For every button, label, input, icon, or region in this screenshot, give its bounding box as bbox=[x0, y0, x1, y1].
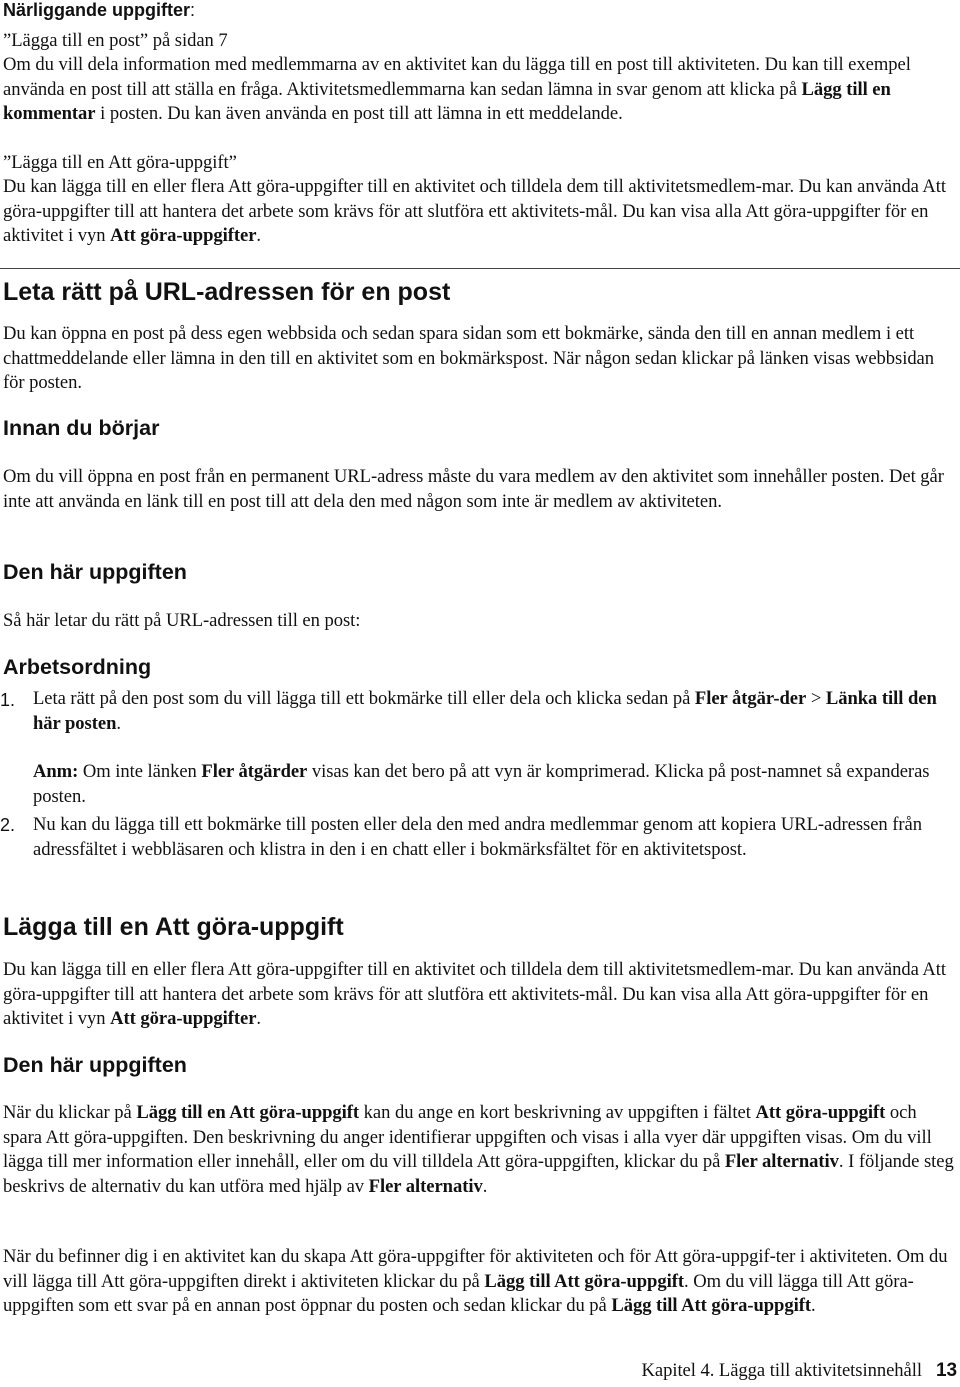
section-divider bbox=[0, 268, 960, 269]
related-tasks-heading: Närliggande uppgifter: bbox=[3, 0, 196, 20]
add-todo-task-para-2: När du befinner dig i en aktivitet kan du skapa Att göra-uppgifter för aktiviteten och för Att göra-uppgif-ter i aktiviteten. Om du vill lägga till Att göra-uppgiften direkt i aktiviteten klickar du på Lägg till Att göra-uppgift. Om du vill lägga till Att göra-uppgiften som ett svar på en annan post öppnar du posten och sedan klickar du på Lägg till Att göra-uppgift. bbox=[3, 1246, 948, 1316]
related-link-todo[interactable]: ”Lägga till en Att göra-uppgift” bbox=[3, 152, 237, 173]
section-title-add-todo: Lägga till en Att göra-uppgift bbox=[3, 913, 344, 941]
before-you-begin-text: Om du vill öppna en post från en permanent URL-adress måste du vara medlem av den aktivitet som innehåller posten. Det går inte att använda en länk till en post till att dela den med någon som inte är medlem av aktiviteten. bbox=[3, 466, 944, 512]
step-number: 2. bbox=[0, 815, 16, 835]
chapter-title: Kapitel 4. Lägga till aktivitetsinnehåll bbox=[641, 1360, 922, 1381]
before-you-begin-heading: Innan du börjar bbox=[3, 416, 160, 440]
section-title-find-url: Leta rätt på URL-adressen för en post bbox=[3, 278, 451, 306]
step-1-note: Anm: Om inte länken Fler åtgärder visas kan det bero på att vyn är komprimerad. Klicka på post-namnet så expanderas posten. bbox=[33, 761, 930, 807]
find-url-intro: Du kan öppna en post på dess egen webbsida och sedan spara sidan som ett bokmärke, sända den till en annan medlem i ett chattmeddelande eller lämna in den till en aktivitet som en bokmärkspost. När någon sedan klickar på länken visas webbsidan för posten. bbox=[3, 323, 935, 393]
task-text: Så här letar du rätt på URL-adressen till en post: bbox=[3, 610, 361, 631]
page-footer bbox=[642, 1359, 958, 1383]
related-todo-description: Du kan lägga till en eller flera Att göra-uppgifter till en aktivitet och tilldela dem till aktivitetsmedlem-mar. Du kan använda Att göra-uppgifter till att hantera det arbete som krävs för att slutföra ett aktivitets-mål. Du kan visa alla Att göra-uppgifter för en aktivitet i vyn Att göra-uppgifter. bbox=[3, 176, 946, 246]
page-number: 13 bbox=[935, 1360, 957, 1381]
task-heading: Den här uppgiften bbox=[3, 560, 187, 584]
add-todo-task-para-1: När du klickar på Lägg till en Att göra-uppgift kan du ange en kort beskrivning av uppgiften i fältet Att göra-uppgift och spara Att göra-uppgiften. Den beskrivning du anger identifierar uppgiften och visas i alla vyer där uppgiften visas. Om du vill lägga till mer information eller innehåll, eller om du vill tilldela Att göra-uppgiften, klickar du på Fler alternativ. I följande steg beskrivs de alternativ du kan utföra med hjälp av Fler alternativ. bbox=[3, 1102, 954, 1197]
related-post-description: Om du vill dela information med medlemmarna av en aktivitet kan du lägga till en post till aktiviteten. Du kan till exempel använda en post till att ställa en fråga. Aktivitetsmedlemmarna kan sedan lämna in svar genom att klicka på Lägg till en kommentar i posten. Du kan även använda en post till att lämna in ett meddelande. bbox=[3, 54, 911, 124]
related-link-post[interactable]: ”Lägga till en post” på sidan 7 bbox=[3, 30, 228, 51]
step-number: 1. bbox=[0, 690, 16, 710]
procedure-heading: Arbetsordning bbox=[3, 655, 152, 679]
step-2-text: Nu kan du lägga till ett bokmärke till posten eller dela den med andra medlemmar genom att kopiera URL-adressen från adressfältet i webbläsaren och klistra in den i en chatt eller i bokmärksfältet för en aktivitetspost. bbox=[33, 814, 922, 860]
task-heading: Den här uppgiften bbox=[3, 1053, 187, 1077]
add-todo-intro: Du kan lägga till en eller flera Att göra-uppgifter till en aktivitet och tilldela dem till aktivitetsmedlem-mar. Du kan använda Att göra-uppgifter till att hantera det arbete som krävs för att slutföra ett aktivitets-mål. Du kan visa alla Att göra-uppgifter för en aktivitet i vyn Att göra-uppgifter. bbox=[3, 959, 946, 1029]
step-1-text: Leta rätt på den post som du vill lägga till ett bokmärke till eller dela och klicka sedan på Fler åtgär-der > Länka till den här posten. bbox=[33, 688, 937, 734]
